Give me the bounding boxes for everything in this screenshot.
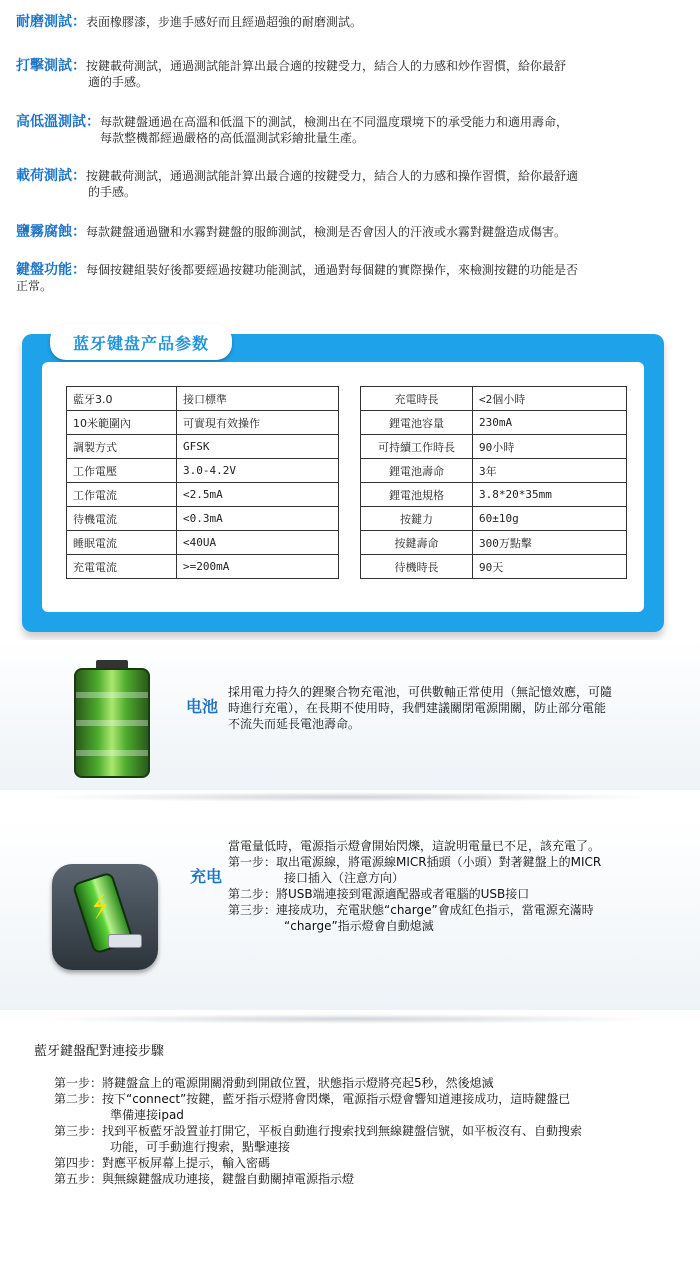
charging-step-cont: 接口插入（注意方向）	[284, 871, 405, 885]
test-text-cont: 的手感。	[88, 185, 137, 199]
test-temperature	[16, 114, 676, 146]
spec-value: GFSK	[177, 435, 339, 459]
spec-label: 鋰電池壽命	[361, 459, 473, 483]
spec-value: <40UA	[177, 531, 339, 555]
spec-label: 工作電壓	[67, 459, 177, 483]
spec-label: 藍牙3.0	[67, 387, 177, 411]
test-text: 每款鍵盤通過鹽和水霧對鍵盤的服飾測試，檢測是否會因人的汗液或水霧對鍵盤造成傷害。	[86, 225, 567, 239]
test-wear	[16, 14, 676, 30]
spec-value: 接口標準	[177, 387, 339, 411]
test-text: 每個按鍵組裝好後都要經過按鍵功能測試，通過對每個鍵的實際操作，來檢測按鍵的功能是否	[86, 263, 579, 277]
spec-row	[67, 435, 339, 459]
spec-value: >=200mA	[177, 555, 339, 579]
spec-value: 3年	[473, 459, 627, 483]
spec-value: <0.3mA	[177, 507, 339, 531]
spec-value: 300万點擊	[473, 531, 627, 555]
divider-shadow	[40, 1014, 660, 1024]
spec-label: 調製方式	[67, 435, 177, 459]
battery-title: 电池	[186, 697, 219, 716]
spec-label: 鋰電池容量	[361, 411, 473, 435]
spec-row	[67, 507, 339, 531]
charging-title: 充电	[190, 867, 223, 886]
spec-row	[361, 459, 627, 483]
pairing-step: 第三步：找到平板藍牙設置並打開它，平板自動進行搜索找到無線鍵盤信號，如平板沒有、自動搜索	[54, 1124, 583, 1138]
divider-shadow	[40, 792, 660, 802]
spec-row	[67, 483, 339, 507]
spec-label: 可持續工作時長	[361, 435, 473, 459]
test-load	[16, 168, 676, 200]
spec-value: <2.5mA	[177, 483, 339, 507]
charger-icon: ⚡	[52, 864, 158, 970]
test-term: 鹽霧腐蝕：	[16, 224, 86, 240]
battery-icon	[70, 660, 154, 780]
spec-label: 充電電流	[67, 555, 177, 579]
pairing-step: 第二步：按下“connect”按鍵，藍牙指示燈將會閃爍，電源指示燈會響知道連接成功，這時鍵盤已	[54, 1092, 571, 1106]
pairing-step-cont: 功能，可手動進行搜索，點擊連接	[110, 1140, 291, 1154]
test-term: 高低溫測試：	[16, 114, 100, 130]
pairing-step: 第一步：將鍵盤盒上的電源開關滑動到開啟位置，狀態指示燈將亮起5秒，然後熄滅	[54, 1076, 494, 1090]
spec-row	[67, 411, 339, 435]
spec-label: 工作電流	[67, 483, 177, 507]
spec-label: 10米範圍內	[67, 411, 177, 435]
test-salt-spray	[16, 224, 676, 240]
spec-panel	[22, 334, 664, 632]
spec-value: 90天	[473, 555, 627, 579]
test-text-cont: 每款整機都經過嚴格的高低溫測試彩繪批量生產。	[100, 131, 365, 145]
spec-row	[361, 555, 627, 579]
charging-step: 第三步：連接成功，充電狀態“charge”會成紅色指示，當電源充滿時	[228, 903, 594, 917]
spec-label: 充電時長	[361, 387, 473, 411]
spec-value: 230mA	[473, 411, 627, 435]
spec-table-right	[360, 386, 627, 579]
test-term: 載荷測試：	[16, 168, 86, 184]
battery-line: 採用電力持久的鋰聚合物充電池，可供數軸正常使用（無記憶效應，可隨	[228, 685, 613, 699]
pairing-title: 藍牙鍵盤配對連接步驟	[34, 1044, 165, 1059]
test-text-cont: 正常。	[16, 279, 53, 293]
test-text: 每款鍵盤通過在高溫和低溫下的測試，檢測出在不同溫度環境下的承受能力和適用壽命，	[100, 115, 569, 129]
test-text-cont: 適的手感。	[88, 75, 149, 89]
spec-value: <2個小時	[473, 387, 627, 411]
spec-row	[361, 483, 627, 507]
pairing-steps	[54, 1075, 684, 1187]
test-text: 按鍵載荷測試，通過測試能計算出最合適的按鍵受力，結合人的力感和操作習慣，給你最舒適	[86, 169, 579, 183]
spec-title: 蓝牙键盘产品参数	[50, 324, 232, 360]
pairing-step: 第四步：對應平板屏幕上提示，輸入密碼	[54, 1156, 271, 1170]
spec-label: 按鍵力	[361, 507, 473, 531]
spec-row	[361, 435, 627, 459]
spec-row	[67, 459, 339, 483]
test-term: 耐磨測試：	[16, 14, 86, 30]
battery-line: 不流失而延長電池壽命。	[228, 717, 361, 731]
charging-intro: 當電量低時，電源指示燈會開始閃爍，這說明電量已不足，該充電了。	[228, 839, 601, 853]
charging-step: 第二步：將USB端連接到電源適配器或者電腦的USB接口	[228, 887, 530, 901]
spec-value: 可實現有效操作	[177, 411, 339, 435]
test-term: 打擊測試：	[16, 58, 86, 74]
charging-text	[228, 838, 680, 934]
test-text: 按鍵載荷測試，通過測試能計算出最合適的按鍵受力，結合人的力感和炒作習慣，給你最舒	[86, 59, 567, 73]
spec-label: 待機電流	[67, 507, 177, 531]
test-term: 鍵盤功能：	[16, 262, 86, 278]
spec-inner	[42, 362, 644, 612]
spec-row	[361, 531, 627, 555]
spec-label: 鋰電池規格	[361, 483, 473, 507]
spec-row	[67, 387, 339, 411]
spec-row	[361, 507, 627, 531]
test-text: 表面橡膠漆，步進手感好而且經過超強的耐磨測試。	[86, 15, 363, 29]
spec-table-left	[66, 386, 339, 579]
spec-value: 3.8*20*35mm	[473, 483, 627, 507]
spec-row	[67, 531, 339, 555]
spec-value: 3.0-4.2V	[177, 459, 339, 483]
pairing-step-cont: 準備連接ipad	[110, 1108, 184, 1122]
test-function	[16, 262, 676, 294]
test-impact	[16, 58, 676, 90]
spec-value: 90小時	[473, 435, 627, 459]
charging-step-cont: “charge”指示燈會自動熄滅	[284, 919, 434, 933]
spec-label: 按鍵壽命	[361, 531, 473, 555]
spec-label: 睡眠電流	[67, 531, 177, 555]
battery-text	[228, 684, 680, 732]
battery-line: 時進行充電），在長期不使用時，我們建議關閉電源開關，防止部分電能	[228, 701, 607, 715]
pairing-step: 第五步：與無線鍵盤成功連接，鍵盤自動關掉電源指示燈	[54, 1172, 355, 1186]
spec-row	[67, 555, 339, 579]
spec-row	[361, 387, 627, 411]
spec-row	[361, 411, 627, 435]
spec-label: 待機時長	[361, 555, 473, 579]
spec-value: 60±10g	[473, 507, 627, 531]
charging-step: 第一步：取出電源線，將電源線MICR插頭（小頭）對著鍵盤上的MICR	[228, 855, 602, 869]
